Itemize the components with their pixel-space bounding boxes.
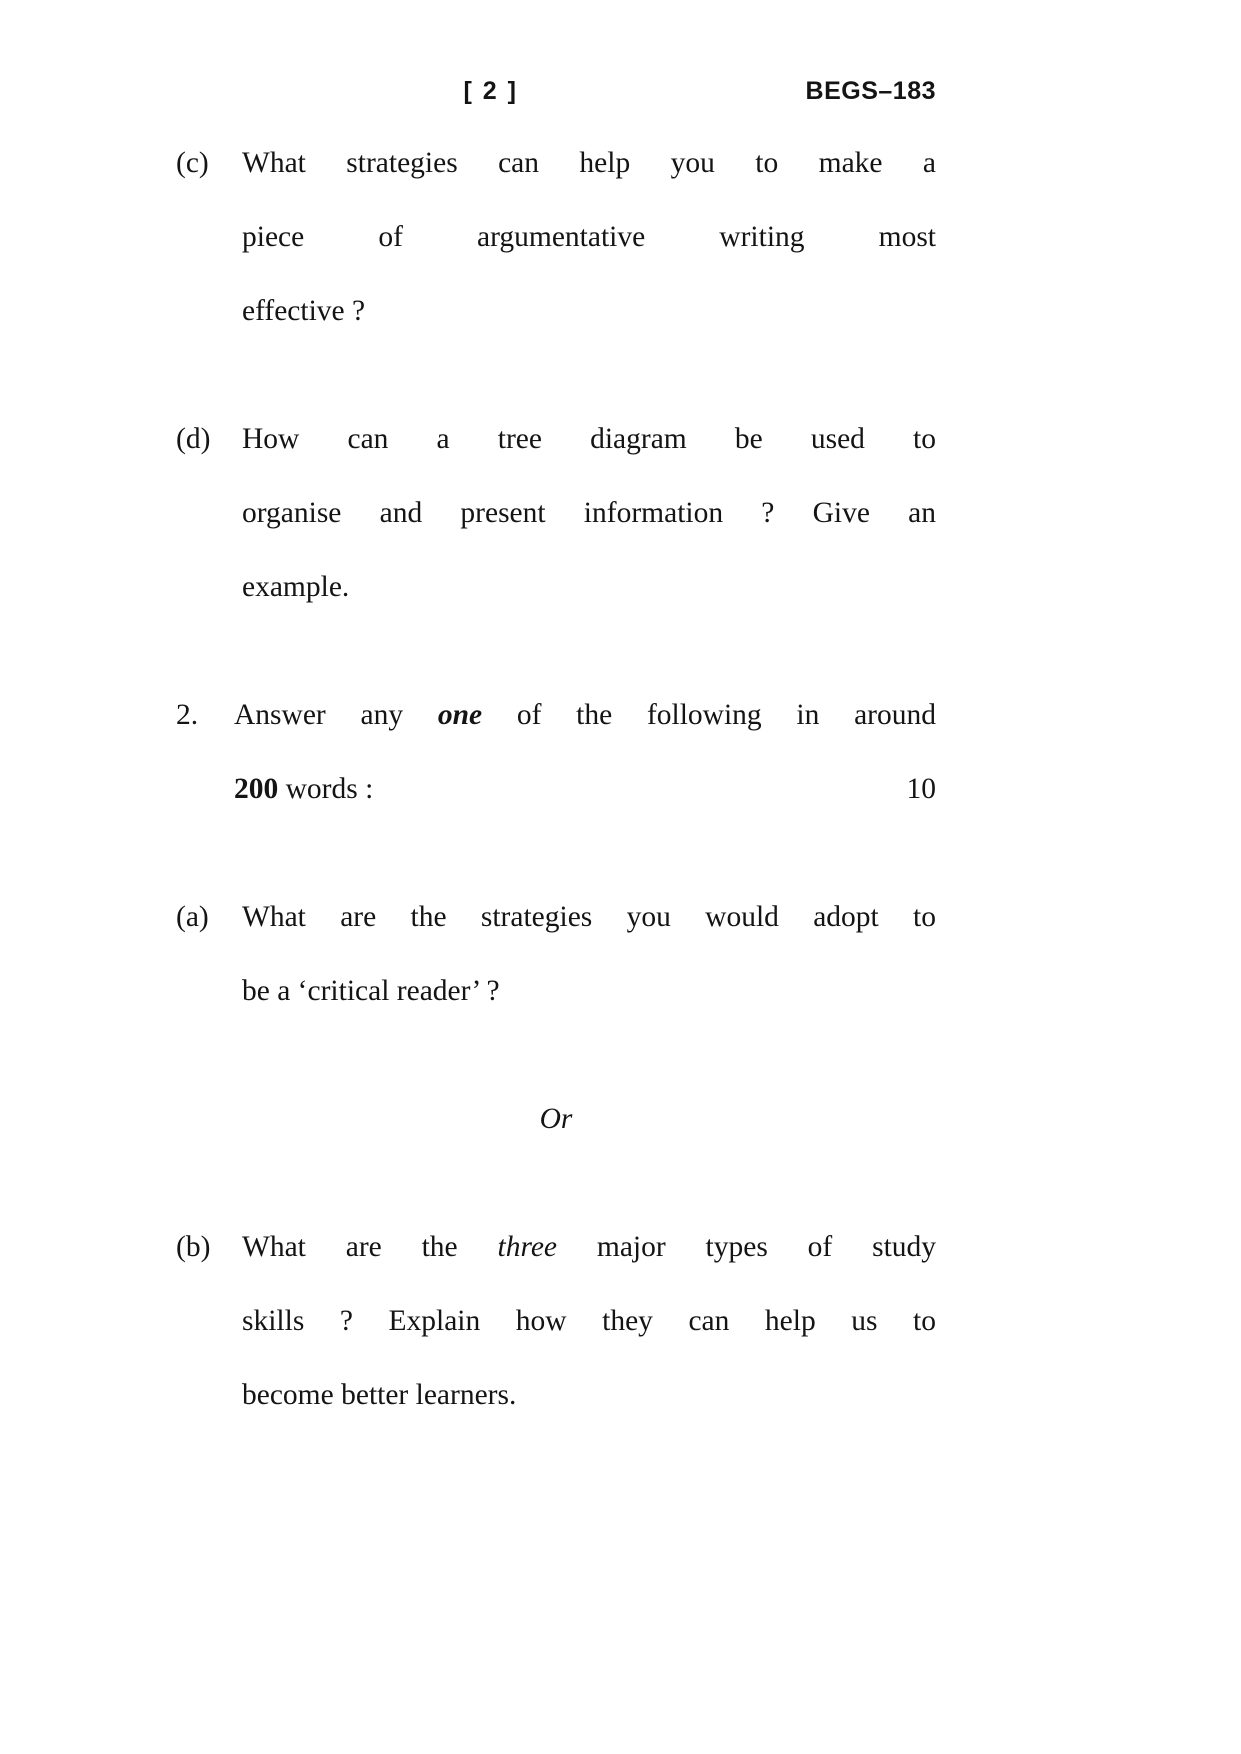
question-text-bold: 200 [234,773,279,805]
question-label-c: (c) [176,147,209,179]
question-text: words : [285,773,374,805]
question-line: effective ? [242,295,366,327]
paper-code: BEGS–183 [805,77,936,105]
question-line: be a ‘critical reader’ ? [242,975,500,1007]
question-body-c [242,126,936,348]
question-body-2 [234,678,936,826]
question-text: Answer any [234,699,404,731]
question-label-2b: (b) [176,1231,211,1263]
question-item-2a [176,880,936,1028]
question-label-2a: (a) [176,901,209,933]
question-line: What are the strategies you would adopt to [242,901,936,933]
or-divider: Or [539,1103,573,1135]
question-line: become better learners. [242,1379,517,1411]
question-body-d [242,402,936,624]
page-number: [ 2 ] [463,77,518,105]
question-line: piece of argumentative writing most [242,221,936,253]
question-line: example. [242,571,350,603]
question-text: What are the [242,1231,458,1263]
question-body-2b [242,1210,936,1432]
page-content [176,76,936,1432]
question-item-d [176,402,936,624]
question-item-c [176,126,936,348]
question-text: major types of study [596,1231,937,1263]
question-line: skills ? Explain how they can help us to [242,1305,936,1337]
question-item-2 [176,678,936,826]
question-item-2b [176,1210,936,1432]
marks-value: 10 [906,773,936,805]
question-label-d: (d) [176,423,211,455]
question-number-2: 2. [176,699,199,731]
question-line [234,678,936,752]
question-line [234,752,936,826]
question-body-2a [242,880,936,1028]
question-line: How can a tree diagram be used to [242,423,936,455]
question-line [242,1210,936,1284]
page-header [176,76,936,106]
question-line: What strategies can help you to make a [242,147,936,179]
question-text-emphasis: one [437,699,483,731]
question-text: of the following in around [516,699,937,731]
question-line: organise and present information ? Give an [242,497,936,529]
question-text-italic: three [497,1231,558,1263]
